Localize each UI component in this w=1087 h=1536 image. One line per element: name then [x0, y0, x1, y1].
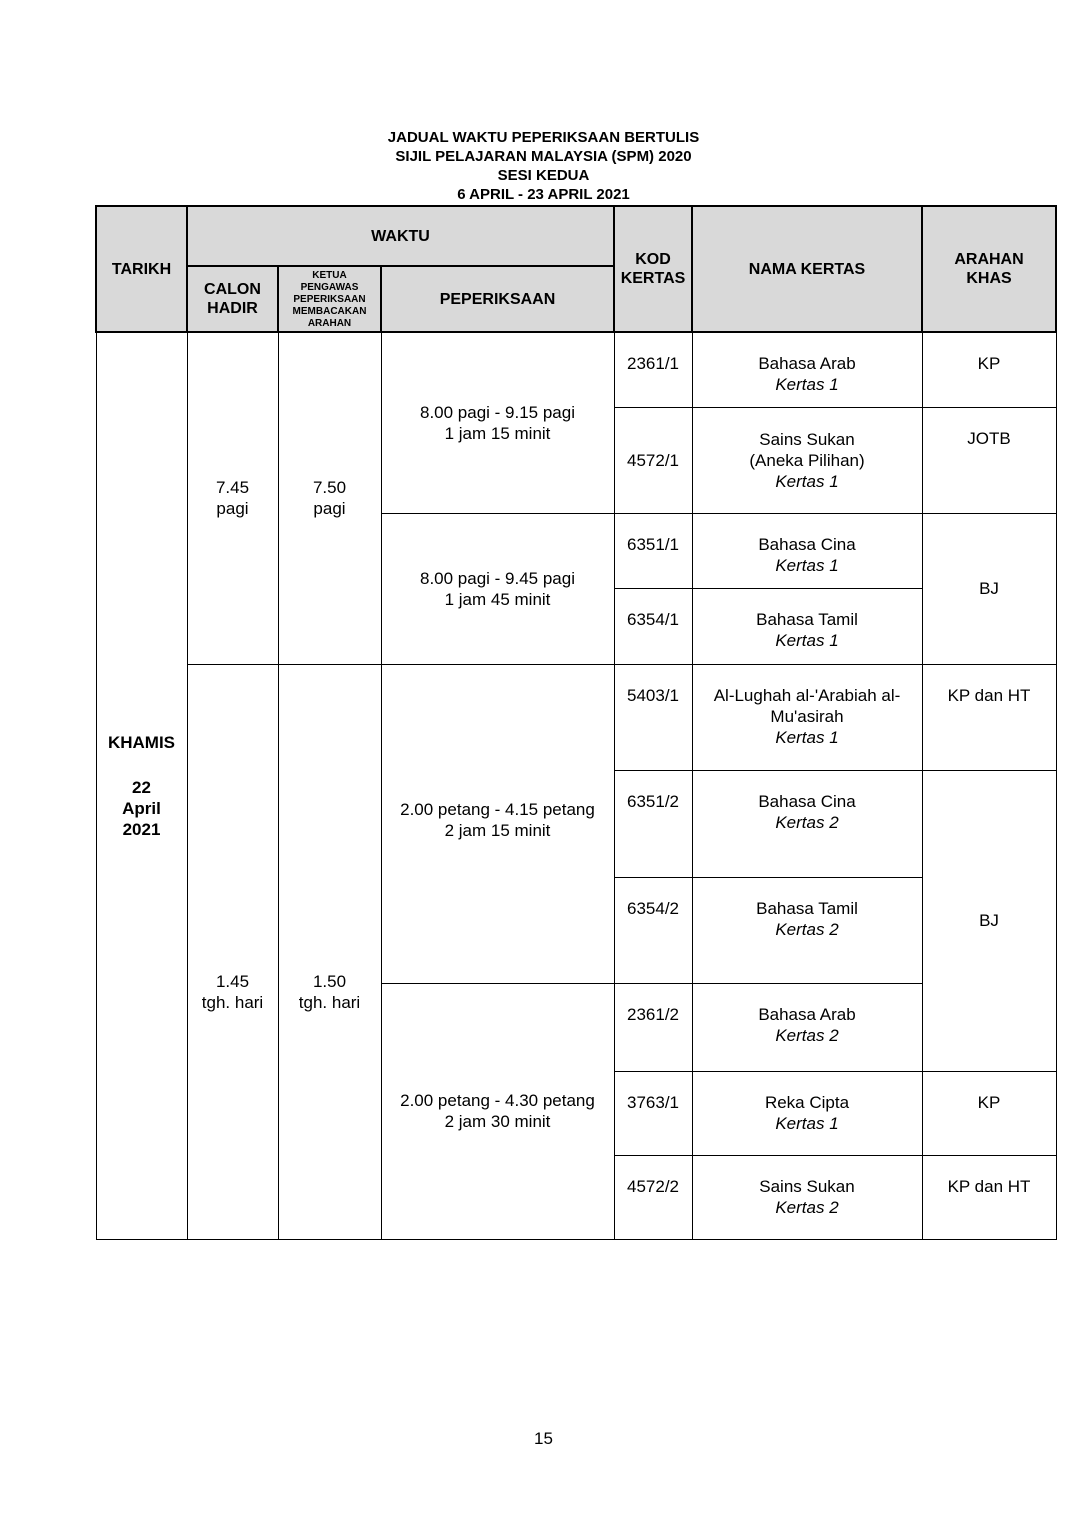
kod-5403-1: 5403/1: [614, 664, 692, 770]
nama-3763-1: Reka Cipta Kertas 1: [692, 1071, 922, 1155]
calon-hadir-afternoon: 1.45 tgh. hari: [187, 664, 278, 1239]
date-month: April: [122, 798, 161, 818]
kod-6354-2: 6354/2: [614, 877, 692, 983]
date-day: KHAMIS: [107, 732, 176, 752]
exam-time-4: 2.00 petang - 4.30 petang 2 jam 30 minit: [381, 983, 614, 1239]
page-number: 15: [534, 1429, 553, 1448]
header-tarikh: TARIKH: [96, 206, 187, 332]
title-line-3: SESI KEDUA: [497, 167, 590, 184]
title-line-4: 6 APRIL - 23 APRIL 2021: [457, 186, 630, 203]
arahan-bj-morning: BJ: [922, 513, 1056, 664]
arahan-3763-1: KP: [922, 1071, 1056, 1155]
exam-schedule-table: [95, 205, 1057, 1240]
arahan-bj-afternoon: BJ: [922, 770, 1056, 1071]
nama-4572-2: Sains Sukan Kertas 2: [692, 1155, 922, 1239]
calon-hadir-morning: 7.45 pagi: [187, 332, 278, 664]
kod-3763-1: 3763/1: [614, 1071, 692, 1155]
kod-6351-2: 6351/2: [614, 770, 692, 877]
arahan-5403-1: KP dan HT: [922, 664, 1056, 770]
arahan-4572-1: JOTB: [922, 407, 1056, 513]
header-arahan-khas: ARAHAN KHAS: [922, 206, 1056, 332]
date-cell: [96, 332, 187, 1239]
header-kod-kertas: KOD KERTAS: [614, 206, 692, 332]
arahan-4572-2: KP dan HT: [922, 1155, 1056, 1239]
title-line-2: SIJIL PELAJARAN MALAYSIA (SPM) 2020: [395, 148, 692, 165]
nama-2361-1: Bahasa Arab Kertas 1: [692, 332, 922, 407]
kod-4572-2: 4572/2: [614, 1155, 692, 1239]
exam-time-1: 8.00 pagi - 9.15 pagi 1 jam 15 minit: [381, 332, 614, 513]
kod-6351-1: 6351/1: [614, 513, 692, 588]
arahan-2361-1: KP: [922, 332, 1056, 407]
nama-4572-1: Sains Sukan (Aneka Pilihan) Kertas 1: [692, 407, 922, 513]
header-nama-kertas: NAMA KERTAS: [692, 206, 922, 332]
nama-5403-1: Al-Lughah al-'Arabiah al- Mu'asirah Kertas 1: [692, 664, 922, 770]
ketua-afternoon: 1.50 tgh. hari: [278, 664, 381, 1239]
header-peperiksaan: PEPERIKSAAN: [381, 266, 614, 332]
kod-2361-1: 2361/1: [614, 332, 692, 407]
date-year: 2021: [122, 819, 161, 839]
nama-2361-2: Bahasa Arab Kertas 2: [692, 983, 922, 1071]
document-title: [0, 128, 1087, 204]
header-ketua-pengawas: KETUA PENGAWAS PEPERIKSAAN MEMBACAKAN ARAHAN: [278, 266, 381, 332]
header-waktu: WAKTU: [187, 206, 614, 266]
date-num: 22: [132, 777, 151, 797]
exam-time-3: 2.00 petang - 4.15 petang 2 jam 15 minit: [381, 664, 614, 983]
header-calon-hadir: CALON HADIR: [187, 266, 278, 332]
kod-6354-1: 6354/1: [614, 588, 692, 664]
nama-6351-2: Bahasa Cina Kertas 2: [692, 770, 922, 877]
nama-6351-1: Bahasa Cina Kertas 1: [692, 513, 922, 588]
exam-time-2: 8.00 pagi - 9.45 pagi 1 jam 45 minit: [381, 513, 614, 664]
nama-6354-1: Bahasa Tamil Kertas 1: [692, 588, 922, 664]
kod-2361-2: 2361/2: [614, 983, 692, 1071]
nama-6354-2: Bahasa Tamil Kertas 2: [692, 877, 922, 983]
ketua-morning: 7.50 pagi: [278, 332, 381, 664]
kod-4572-1: 4572/1: [614, 407, 692, 513]
title-line-1: JADUAL WAKTU PEPERIKSAAN BERTULIS: [387, 129, 700, 146]
